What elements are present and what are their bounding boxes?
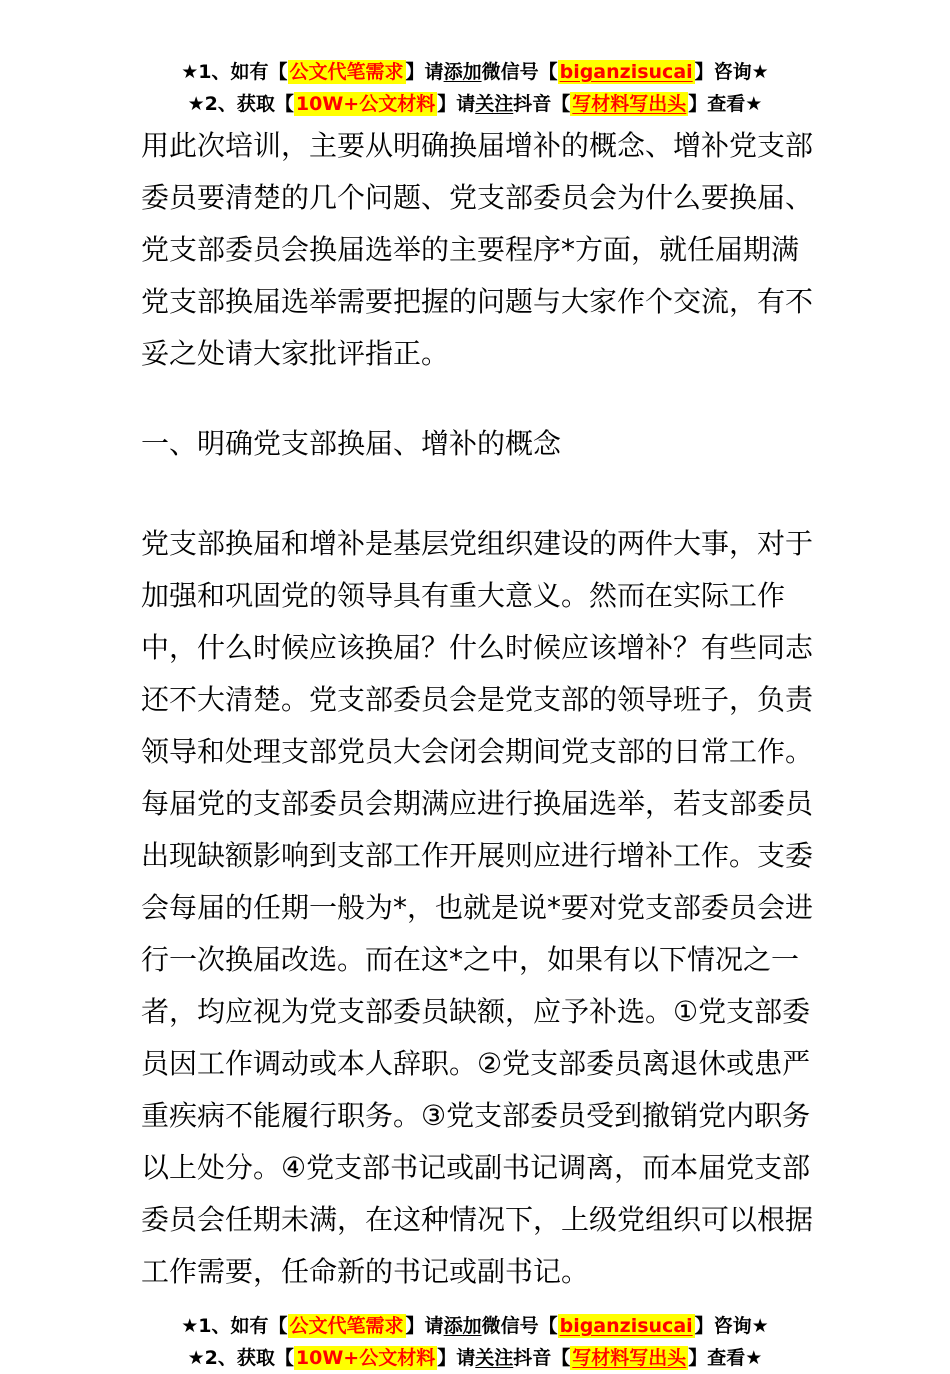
paragraph-main: 党支部换届和增补是基层党组织建设的两件大事，对于加强和巩固党的领导具有重大意义。然而在实际工作中，什么时候应该换届？什么时候应该增补？有些同志还不大清楚。党支部委员会是党支部的领导班子，负责领导和处理支部党员大会闭会期间党支部的日常工作。每届党的支部委员会期满应进行换届选举，若支部委员出现缺额影响到支部工作开展则应进行增补工作。支委会每届的任期一般为*，也就是说*要对党支部委员会进行一次换届改选。而在这*之中，如果有以下情况之一者，均应视为党支部委员缺额，应予补选。①党支部委员因工作调动或本人辞职。②党支部委员离退休或患严重疾病不能履行职务。③党支部委员受到撤销党内职务以上处分。④党支部书记或副书记调离，而本届党支部委员会任期未满，在这种情况下，上级党组织可以根据工作需要，任命新的书记或副书记。 [141,527,814,1288]
promo-footer [0,1310,950,1374]
wechat-id: biganzisucai [559,1315,693,1337]
douyin-account: 写材料写出头 [572,1347,687,1369]
paragraph-intro: 用此次培训，主要从明确换届增补的概念、增补党支部委员要清楚的几个问题、党支部委员会为什么要换届、党支部委员会换届选举的主要程序*方面，就任届期满党支部换届选举需要把握的问题与大家作个交流，有不妥之处请大家批评指正。 [141,129,814,370]
section-heading: 一、明确党支部换届、增补的概念 [141,427,562,460]
promo-text: 抖音【 [513,93,571,115]
promo-text: 】查看★ [688,93,763,115]
material-tag: 10W+公文材料 [295,93,436,115]
promo-text: 】请 [437,1347,476,1369]
promo-header-line-1 [0,56,950,88]
promo-text: 】查看★ [688,1347,763,1369]
action-follow: 关注 [475,93,514,115]
promo-header [0,56,950,120]
promo-text: 】请 [437,93,476,115]
promo-text: 】咨询★ [694,61,769,83]
service-tag: 公文代笔需求 [289,61,404,83]
document-body [141,120,817,1298]
promo-text: ★2、获取【 [187,93,294,115]
promo-text: 抖音【 [513,1347,571,1369]
material-tag: 10W+公文材料 [295,1347,436,1369]
service-tag: 公文代笔需求 [289,1315,404,1337]
action-add: 添加 [443,61,482,83]
promo-text: 微信号【 [481,61,558,83]
promo-text: ★1、如有【 [181,61,288,83]
promo-footer-line-1 [0,1310,950,1342]
promo-text: 微信号【 [481,1315,558,1337]
douyin-account: 写材料写出头 [572,93,687,115]
wechat-id: biganzisucai [559,61,693,83]
promo-footer-line-2 [0,1342,950,1374]
action-add: 添加 [443,1315,482,1337]
promo-text: 】请 [405,61,444,83]
promo-text: ★1、如有【 [181,1315,288,1337]
promo-text: 】请 [405,1315,444,1337]
promo-header-line-2 [0,88,950,120]
action-follow: 关注 [475,1347,514,1369]
promo-text: 】咨询★ [694,1315,769,1337]
promo-text: ★2、获取【 [187,1347,294,1369]
